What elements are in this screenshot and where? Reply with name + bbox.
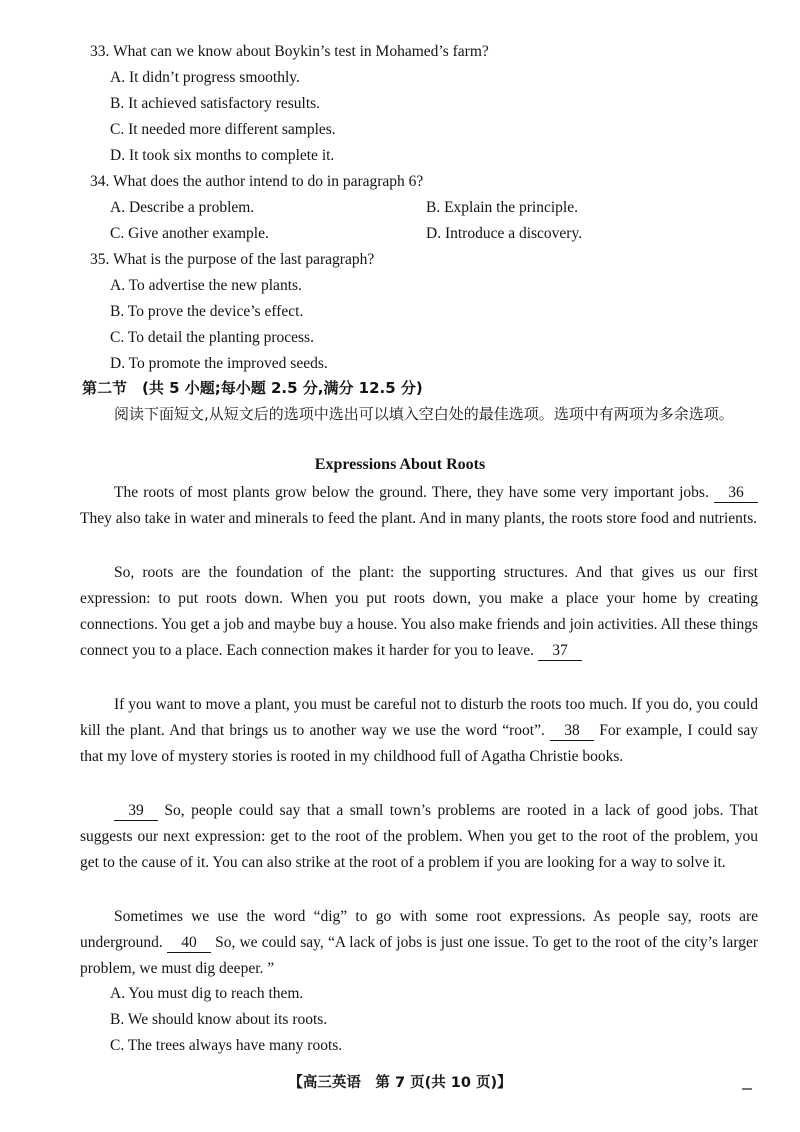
question-35-option-b: B. To prove the device’s effect. bbox=[110, 303, 304, 320]
question-33-option-d: D. It took six months to complete it. bbox=[110, 147, 335, 164]
blank-38: 38 bbox=[550, 722, 594, 741]
blank-39: 39 bbox=[114, 802, 158, 821]
blank-37: 37 bbox=[538, 642, 582, 661]
question-33-option-a: A. It didn’t progress smoothly. bbox=[110, 69, 300, 86]
question-34-option-d: D. Introduce a discovery. bbox=[426, 225, 583, 242]
paragraph-4-text-a: So, people could say that a small town’s problems are rooted in a lack of good jobs. That suggests our next expression: get to the root of the problem. When you get to the root of the problem, you get to the cause of it. You can also strike at the root of a problem if you are looking for a way to solve it. bbox=[80, 802, 758, 871]
question-34-stem: 34. What does the author intend to do in paragraph 6? bbox=[90, 173, 424, 190]
question-34-option-c: C. Give another example. bbox=[110, 225, 269, 242]
paragraph-3-text-a: If you want to move a plant, you must be careful not to disturb the roots too much. If you do, you could kill the plant. And that brings us to another way we use the word “root”. bbox=[80, 696, 758, 739]
paragraph-5-text-b: So, we could say, “A lack of jobs is just one issue. To get to the root of the city’s larger problem, we must dig deeper. ” bbox=[80, 934, 758, 977]
blank-40: 40 bbox=[167, 934, 211, 953]
passage-title: Expressions About Roots bbox=[314, 456, 486, 473]
section-2-heading: 第二节 (共 5 小题;每小题 2.5 分,满分 12.5 分) bbox=[82, 379, 423, 397]
paragraph-3-text-b: For example, I could say that my love of mystery stories is rooted in my childhood full of Agatha Christie books. bbox=[80, 722, 759, 765]
choice-b: B. We should know about its roots. bbox=[110, 1011, 328, 1028]
question-34-option-b: B. Explain the principle. bbox=[426, 199, 578, 216]
choice-c: C. The trees always have many roots. bbox=[110, 1037, 343, 1054]
passage-paragraph-5 bbox=[80, 904, 758, 982]
passage-paragraph-1 bbox=[80, 480, 758, 532]
blank-36: 36 bbox=[714, 484, 758, 503]
passage-paragraph-4 bbox=[80, 798, 758, 876]
scan-mark bbox=[742, 1088, 752, 1090]
question-35-option-a: A. To advertise the new plants. bbox=[110, 277, 302, 294]
passage-paragraph-3 bbox=[80, 692, 758, 770]
question-34-option-a: A. Describe a problem. bbox=[110, 199, 255, 216]
passage-paragraph-2 bbox=[80, 560, 758, 664]
choice-a: A. You must dig to reach them. bbox=[110, 985, 304, 1002]
paragraph-1-text-b: They also take in water and minerals to feed the plant. And in many plants, the roots store food and nutrients. bbox=[80, 510, 758, 527]
paragraph-5-text-a: Sometimes we use the word “dig” to go with some root expressions. As people say, roots are underground. bbox=[80, 908, 758, 951]
question-33-option-b: B. It achieved satisfactory results. bbox=[110, 95, 321, 112]
paragraph-1-text-a: The roots of most plants grow below the ground. There, they have some very important jobs. bbox=[114, 484, 709, 501]
question-33-stem: 33. What can we know about Boykin’s test in Mohamed’s farm? bbox=[90, 43, 489, 60]
question-35-option-c: C. To detail the planting process. bbox=[110, 329, 314, 346]
question-33-option-c: C. It needed more different samples. bbox=[110, 121, 336, 138]
question-35-option-d: D. To promote the improved seeds. bbox=[110, 355, 328, 372]
question-35-stem: 35. What is the purpose of the last paragraph? bbox=[90, 251, 375, 268]
page-footer: 【高三英语 第 7 页(共 10 页)】 bbox=[288, 1075, 512, 1091]
paragraph-2-text-a: So, roots are the foundation of the plant: the supporting structures. And that gives us our first expression: to put roots down. When you put roots down, you make a place your home by creating connections. You get a job and maybe buy a house. You also make friends and join activities. All these things connect you to a place. Each connection makes it harder for you to leave. bbox=[80, 564, 758, 659]
section-2-instruction: 阅读下面短文,从短文后的选项中选出可以填入空白处的最佳选项。选项中有两项为多余选项。 bbox=[114, 405, 734, 423]
